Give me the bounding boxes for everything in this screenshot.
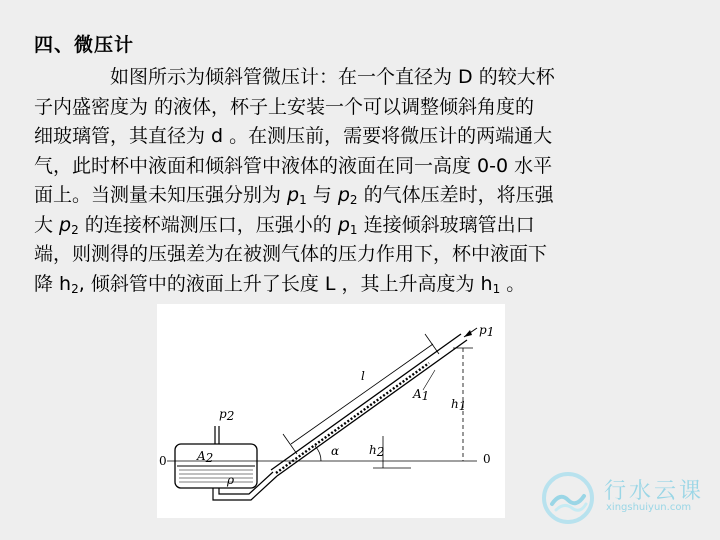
para-line: 面上。当测量未知压强分别为 $p_1$ 与 $p_2$ 的气体压差时，将压强 (34, 184, 554, 207)
dimension-l-line (291, 344, 433, 444)
para-line: 如图所示为倾斜管微压计：在一个直径为 D 的较大杯 (110, 66, 555, 88)
label-zero-left: 0 (159, 454, 167, 468)
label-l: l (361, 369, 365, 383)
dimension-l-tick-upper (425, 334, 439, 354)
section-heading: 四、微压计 (34, 34, 135, 56)
label-A2: A2 (197, 449, 214, 465)
para-line: 子内盛密度为 的液体，杯子上安装一个可以调整倾斜角度的 (34, 95, 535, 118)
label-p2: p2 (219, 407, 235, 423)
tube-liquid-column (276, 363, 429, 473)
para-line: 端，则测得的压强差为在被测气体的压力作用下，杯中液面下 (34, 243, 548, 265)
para-line: 大 $p_2$ 的连接杯端测压口，压强小的 $p_1$ 连接倾斜玻璃管出口 (34, 213, 535, 237)
A1-leader (423, 370, 435, 390)
label-p1: p1 (479, 323, 495, 339)
watermark (540, 468, 710, 528)
dimension-l-tick-lower (283, 434, 297, 454)
label-alpha: α (331, 444, 340, 458)
diagram-svg (157, 304, 505, 518)
label-zero-right: 0 (483, 452, 491, 466)
label-A1: A1 (413, 387, 430, 403)
micromanometer-diagram (157, 304, 505, 518)
label-rho: ρ (227, 473, 235, 487)
para-line: 细玻璃管，其直径为 d 。在测压前，需要将微压计的两端通大 (34, 125, 553, 147)
label-h1: h1 (451, 397, 467, 413)
body-paragraph (34, 63, 694, 299)
wave-logo-icon (540, 470, 596, 526)
watermark-url: xingshuiyun.com (606, 502, 692, 513)
watermark-name: 行水云课 (604, 479, 705, 504)
para-line: 降 $h_2$, 倾斜管中的液面上升了长度 L ，其上升高度为 $h_1$ 。 (34, 272, 526, 296)
inclined-tube-upper-wall (271, 334, 461, 470)
label-h2: h2 (369, 443, 385, 459)
para-line: 气，此时杯中液面和倾斜管中液体的液面在同一高度 0-0 水平 (34, 154, 553, 177)
p1-arrow-head (464, 330, 472, 337)
